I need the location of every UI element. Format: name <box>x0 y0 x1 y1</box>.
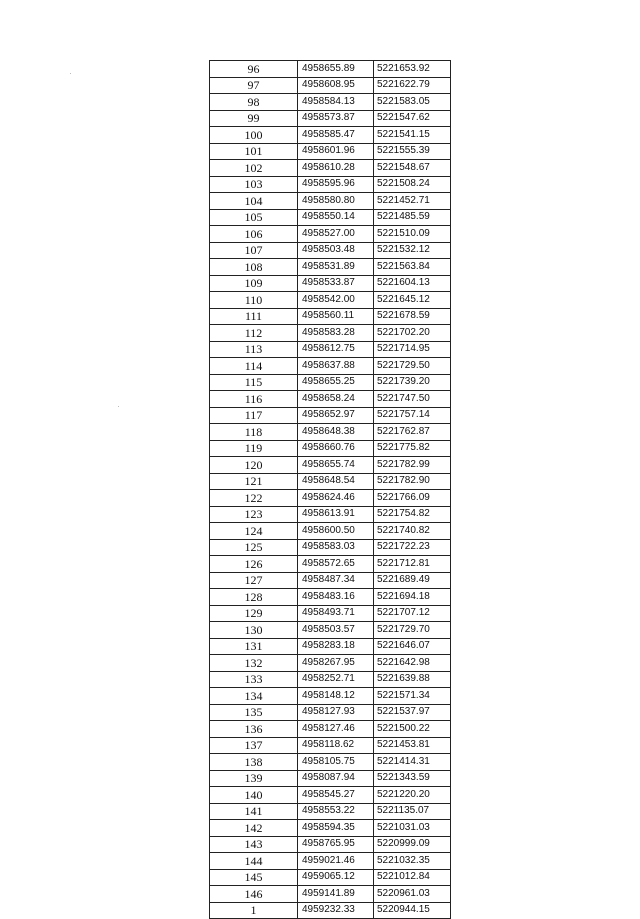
scan-speck <box>118 406 119 407</box>
x-coordinate-cell: 4958584.13 <box>298 94 374 111</box>
point-number-cell: 133 <box>210 671 298 688</box>
table-row <box>210 358 451 375</box>
x-coordinate-cell: 4958105.75 <box>298 754 374 771</box>
point-number-cell: 140 <box>210 787 298 804</box>
table-row <box>210 754 451 771</box>
y-coordinate-cell: 5221537.97 <box>374 704 451 721</box>
x-coordinate-cell: 4958648.38 <box>298 424 374 441</box>
table-row <box>210 589 451 606</box>
point-number-cell: 135 <box>210 704 298 721</box>
y-coordinate-cell: 5221689.49 <box>374 572 451 589</box>
y-coordinate-cell: 5221343.59 <box>374 770 451 787</box>
point-number-cell: 123 <box>210 506 298 523</box>
y-coordinate-cell: 5221712.81 <box>374 556 451 573</box>
table-row <box>210 539 451 556</box>
y-coordinate-cell: 5221135.07 <box>374 803 451 820</box>
y-coordinate-cell: 5221729.70 <box>374 622 451 639</box>
x-coordinate-cell: 4958652.97 <box>298 407 374 424</box>
y-coordinate-cell: 5221604.13 <box>374 275 451 292</box>
point-number-cell: 134 <box>210 688 298 705</box>
point-number-cell: 120 <box>210 457 298 474</box>
point-number-cell: 131 <box>210 638 298 655</box>
table-row <box>210 622 451 639</box>
table-row <box>210 292 451 309</box>
table-row <box>210 242 451 259</box>
table-row <box>210 820 451 837</box>
point-number-cell: 128 <box>210 589 298 606</box>
point-number-cell: 100 <box>210 127 298 144</box>
table-row <box>210 275 451 292</box>
table-row <box>210 523 451 540</box>
table-row <box>210 688 451 705</box>
y-coordinate-cell: 5221642.98 <box>374 655 451 672</box>
x-coordinate-cell: 4958487.34 <box>298 572 374 589</box>
point-number-cell: 1 <box>210 902 298 919</box>
x-coordinate-cell: 4958531.89 <box>298 259 374 276</box>
x-coordinate-cell: 4958613.91 <box>298 506 374 523</box>
y-coordinate-cell: 5221729.50 <box>374 358 451 375</box>
x-coordinate-cell: 4958545.27 <box>298 787 374 804</box>
point-number-cell: 143 <box>210 836 298 853</box>
y-coordinate-cell: 5221414.31 <box>374 754 451 771</box>
point-number-cell: 117 <box>210 407 298 424</box>
table-row <box>210 737 451 754</box>
table-row <box>210 655 451 672</box>
y-coordinate-cell: 5221707.12 <box>374 605 451 622</box>
table-row <box>210 209 451 226</box>
point-number-cell: 127 <box>210 572 298 589</box>
x-coordinate-cell: 4958655.74 <box>298 457 374 474</box>
y-coordinate-cell: 5221645.12 <box>374 292 451 309</box>
point-number-cell: 129 <box>210 605 298 622</box>
x-coordinate-cell: 4958527.00 <box>298 226 374 243</box>
point-number-cell: 141 <box>210 803 298 820</box>
table-row <box>210 704 451 721</box>
point-number-cell: 132 <box>210 655 298 672</box>
table-row <box>210 506 451 523</box>
x-coordinate-cell: 4958655.25 <box>298 374 374 391</box>
x-coordinate-cell: 4958087.94 <box>298 770 374 787</box>
x-coordinate-cell: 4958660.76 <box>298 440 374 457</box>
x-coordinate-cell: 4958483.16 <box>298 589 374 606</box>
x-coordinate-cell: 4958610.28 <box>298 160 374 177</box>
coordinates-table-body <box>210 61 451 919</box>
y-coordinate-cell: 5221740.82 <box>374 523 451 540</box>
x-coordinate-cell: 4958493.71 <box>298 605 374 622</box>
y-coordinate-cell: 5221012.84 <box>374 869 451 886</box>
y-coordinate-cell: 5221739.20 <box>374 374 451 391</box>
x-coordinate-cell: 4958600.50 <box>298 523 374 540</box>
y-coordinate-cell: 5220961.03 <box>374 886 451 903</box>
point-number-cell: 118 <box>210 424 298 441</box>
y-coordinate-cell: 5221555.39 <box>374 143 451 160</box>
table-row <box>210 325 451 342</box>
table-row <box>210 341 451 358</box>
point-number-cell: 116 <box>210 391 298 408</box>
table-row <box>210 440 451 457</box>
x-coordinate-cell: 4958655.89 <box>298 61 374 78</box>
point-number-cell: 102 <box>210 160 298 177</box>
x-coordinate-cell: 4958648.54 <box>298 473 374 490</box>
point-number-cell: 146 <box>210 886 298 903</box>
y-coordinate-cell: 5221563.84 <box>374 259 451 276</box>
y-coordinate-cell: 5221548.67 <box>374 160 451 177</box>
point-number-cell: 142 <box>210 820 298 837</box>
x-coordinate-cell: 4958608.95 <box>298 77 374 94</box>
point-number-cell: 136 <box>210 721 298 738</box>
y-coordinate-cell: 5221639.88 <box>374 671 451 688</box>
y-coordinate-cell: 5221032.35 <box>374 853 451 870</box>
x-coordinate-cell: 4958601.96 <box>298 143 374 160</box>
table-row <box>210 853 451 870</box>
table-row <box>210 671 451 688</box>
y-coordinate-cell: 5221694.18 <box>374 589 451 606</box>
x-coordinate-cell: 4959021.46 <box>298 853 374 870</box>
x-coordinate-cell: 4958118.62 <box>298 737 374 754</box>
point-number-cell: 130 <box>210 622 298 639</box>
point-number-cell: 137 <box>210 737 298 754</box>
point-number-cell: 106 <box>210 226 298 243</box>
point-number-cell: 144 <box>210 853 298 870</box>
x-coordinate-cell: 4958252.71 <box>298 671 374 688</box>
y-coordinate-cell: 5221510.09 <box>374 226 451 243</box>
y-coordinate-cell: 5221622.79 <box>374 77 451 94</box>
x-coordinate-cell: 4958612.75 <box>298 341 374 358</box>
x-coordinate-cell: 4958127.93 <box>298 704 374 721</box>
table-row <box>210 902 451 919</box>
table-row <box>210 110 451 127</box>
point-number-cell: 107 <box>210 242 298 259</box>
x-coordinate-cell: 4958595.96 <box>298 176 374 193</box>
y-coordinate-cell: 5221702.20 <box>374 325 451 342</box>
x-coordinate-cell: 4958283.18 <box>298 638 374 655</box>
y-coordinate-cell: 5221508.24 <box>374 176 451 193</box>
x-coordinate-cell: 4958127.46 <box>298 721 374 738</box>
point-number-cell: 115 <box>210 374 298 391</box>
point-number-cell: 103 <box>210 176 298 193</box>
point-number-cell: 112 <box>210 325 298 342</box>
point-number-cell: 124 <box>210 523 298 540</box>
table-row <box>210 787 451 804</box>
table-row <box>210 160 451 177</box>
x-coordinate-cell: 4958533.87 <box>298 275 374 292</box>
point-number-cell: 111 <box>210 308 298 325</box>
y-coordinate-cell: 5221782.99 <box>374 457 451 474</box>
point-number-cell: 114 <box>210 358 298 375</box>
table-row <box>210 143 451 160</box>
x-coordinate-cell: 4958580.80 <box>298 193 374 210</box>
table-row <box>210 94 451 111</box>
point-number-cell: 109 <box>210 275 298 292</box>
table-row <box>210 61 451 78</box>
point-number-cell: 98 <box>210 94 298 111</box>
x-coordinate-cell: 4958553.22 <box>298 803 374 820</box>
table-row <box>210 391 451 408</box>
x-coordinate-cell: 4958573.87 <box>298 110 374 127</box>
y-coordinate-cell: 5221653.92 <box>374 61 451 78</box>
table-row <box>210 572 451 589</box>
y-coordinate-cell: 5221754.82 <box>374 506 451 523</box>
table-row <box>210 836 451 853</box>
point-number-cell: 99 <box>210 110 298 127</box>
x-coordinate-cell: 4958503.48 <box>298 242 374 259</box>
x-coordinate-cell: 4958542.00 <box>298 292 374 309</box>
y-coordinate-cell: 5221500.22 <box>374 721 451 738</box>
y-coordinate-cell: 5221762.87 <box>374 424 451 441</box>
y-coordinate-cell: 5221583.05 <box>374 94 451 111</box>
y-coordinate-cell: 5221541.15 <box>374 127 451 144</box>
table-row <box>210 605 451 622</box>
x-coordinate-cell: 4958583.28 <box>298 325 374 342</box>
x-coordinate-cell: 4958148.12 <box>298 688 374 705</box>
point-number-cell: 121 <box>210 473 298 490</box>
table-row <box>210 721 451 738</box>
x-coordinate-cell: 4958550.14 <box>298 209 374 226</box>
point-number-cell: 138 <box>210 754 298 771</box>
point-number-cell: 104 <box>210 193 298 210</box>
y-coordinate-cell: 5221775.82 <box>374 440 451 457</box>
table-row <box>210 457 451 474</box>
scan-speck <box>70 73 71 74</box>
x-coordinate-cell: 4959065.12 <box>298 869 374 886</box>
point-number-cell: 105 <box>210 209 298 226</box>
x-coordinate-cell: 4958637.88 <box>298 358 374 375</box>
point-number-cell: 139 <box>210 770 298 787</box>
table-row <box>210 556 451 573</box>
y-coordinate-cell: 5221571.34 <box>374 688 451 705</box>
y-coordinate-cell: 5221722.23 <box>374 539 451 556</box>
y-coordinate-cell: 5221646.07 <box>374 638 451 655</box>
y-coordinate-cell: 5221220.20 <box>374 787 451 804</box>
coordinates-table <box>209 60 451 919</box>
x-coordinate-cell: 4958658.24 <box>298 391 374 408</box>
point-number-cell: 119 <box>210 440 298 457</box>
y-coordinate-cell: 5221031.03 <box>374 820 451 837</box>
point-number-cell: 125 <box>210 539 298 556</box>
table-row <box>210 226 451 243</box>
x-coordinate-cell: 4958624.46 <box>298 490 374 507</box>
table-row <box>210 193 451 210</box>
table-row <box>210 869 451 886</box>
y-coordinate-cell: 5221453.81 <box>374 737 451 754</box>
y-coordinate-cell: 5220944.15 <box>374 902 451 919</box>
x-coordinate-cell: 4958765.95 <box>298 836 374 853</box>
table-row <box>210 259 451 276</box>
point-number-cell: 145 <box>210 869 298 886</box>
table-row <box>210 770 451 787</box>
table-row <box>210 176 451 193</box>
table-row <box>210 886 451 903</box>
y-coordinate-cell: 5221714.95 <box>374 341 451 358</box>
y-coordinate-cell: 5220999.09 <box>374 836 451 853</box>
x-coordinate-cell: 4959141.89 <box>298 886 374 903</box>
table-row <box>210 638 451 655</box>
point-number-cell: 101 <box>210 143 298 160</box>
point-number-cell: 96 <box>210 61 298 78</box>
table-row <box>210 424 451 441</box>
point-number-cell: 126 <box>210 556 298 573</box>
y-coordinate-cell: 5221766.09 <box>374 490 451 507</box>
table-row <box>210 490 451 507</box>
y-coordinate-cell: 5221757.14 <box>374 407 451 424</box>
y-coordinate-cell: 5221678.59 <box>374 308 451 325</box>
table-row <box>210 473 451 490</box>
point-number-cell: 122 <box>210 490 298 507</box>
x-coordinate-cell: 4958267.95 <box>298 655 374 672</box>
y-coordinate-cell: 5221452.71 <box>374 193 451 210</box>
x-coordinate-cell: 4958585.47 <box>298 127 374 144</box>
table-row <box>210 803 451 820</box>
point-number-cell: 97 <box>210 77 298 94</box>
x-coordinate-cell: 4958583.03 <box>298 539 374 556</box>
x-coordinate-cell: 4958572.65 <box>298 556 374 573</box>
table-row <box>210 407 451 424</box>
point-number-cell: 113 <box>210 341 298 358</box>
table-row <box>210 127 451 144</box>
table-row <box>210 308 451 325</box>
point-number-cell: 110 <box>210 292 298 309</box>
point-number-cell: 108 <box>210 259 298 276</box>
y-coordinate-cell: 5221782.90 <box>374 473 451 490</box>
y-coordinate-cell: 5221485.59 <box>374 209 451 226</box>
x-coordinate-cell: 4958503.57 <box>298 622 374 639</box>
y-coordinate-cell: 5221532.12 <box>374 242 451 259</box>
x-coordinate-cell: 4958594.35 <box>298 820 374 837</box>
x-coordinate-cell: 4958560.11 <box>298 308 374 325</box>
table-row <box>210 374 451 391</box>
x-coordinate-cell: 4959232.33 <box>298 902 374 919</box>
table-row <box>210 77 451 94</box>
y-coordinate-cell: 5221747.50 <box>374 391 451 408</box>
y-coordinate-cell: 5221547.62 <box>374 110 451 127</box>
